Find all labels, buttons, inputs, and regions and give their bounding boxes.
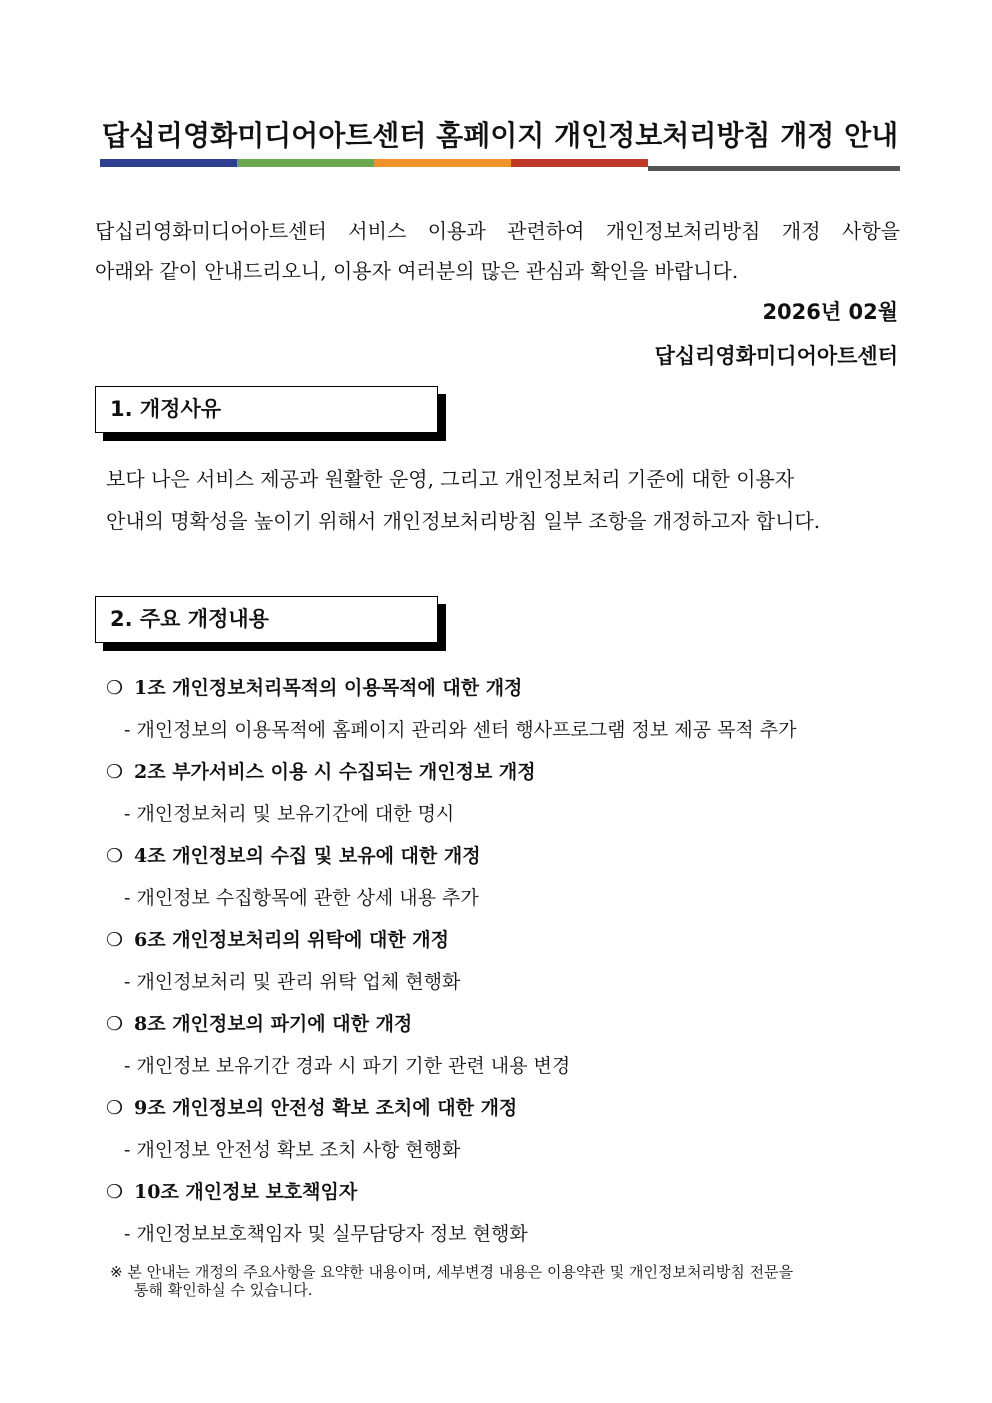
rule-segment-1: [100, 159, 237, 167]
item-5-detail: - 개인정보 보유기간 경과 시 파기 기한 관련 내용 변경: [124, 1055, 571, 1077]
item-2-detail: - 개인정보처리 및 보유기간에 대한 명시: [124, 803, 455, 825]
circle-bullet-icon: ❍: [106, 1097, 124, 1119]
section-2-heading: 2. 주요 개정내용: [95, 596, 438, 643]
section-1-heading: 1. 개정사유: [95, 386, 438, 433]
reason-line-1: 보다 나은 서비스 제공과 원활한 운영, 그리고 개인정보처리 기준에 대한 이용자: [106, 467, 795, 491]
item-title-text: 8조 개인정보의 파기에 대한 개정: [134, 1013, 413, 1035]
rule-segment-2: [237, 159, 374, 167]
item-6-detail: - 개인정보 안전성 확보 조치 사항 현행화: [124, 1139, 461, 1161]
circle-bullet-icon: ❍: [106, 761, 124, 783]
item-1-title: [106, 673, 522, 700]
item-title-text: 10조 개인정보 보호책임자: [134, 1181, 358, 1203]
organization-name: 답십리영화미디어아트센터: [654, 344, 898, 368]
footnote-line-2: 통해 확인하실 수 있습니다.: [134, 1281, 313, 1299]
item-2-title: [106, 757, 536, 784]
item-title-text: 2조 부가서비스 이용 시 수집되는 개인정보 개정: [134, 761, 536, 783]
circle-bullet-icon: ❍: [106, 1181, 124, 1203]
item-7-detail: - 개인정보보호책임자 및 실무담당자 정보 현행화: [124, 1223, 528, 1245]
item-7-title: [106, 1177, 357, 1204]
item-1-detail: - 개인정보의 이용목적에 홈페이지 관리와 센터 행사프로그램 정보 제공 목적 추가: [124, 719, 797, 741]
rule-segment-5: [648, 166, 900, 171]
circle-bullet-icon: ❍: [106, 1013, 124, 1035]
circle-bullet-icon: ❍: [106, 677, 124, 699]
intro-line-1: 답십리영화미디어아트센터 서비스 이용과 관련하여 개인정보처리방침 개정 사항을: [95, 219, 900, 243]
circle-bullet-icon: ❍: [106, 845, 124, 867]
item-5-title: [106, 1009, 412, 1036]
title-underline: [100, 159, 900, 171]
notice-date: 2026년 02월: [762, 300, 898, 324]
item-title-text: 9조 개인정보의 안전성 확보 조치에 대한 개정: [134, 1097, 518, 1119]
rule-segment-4: [511, 159, 648, 167]
circle-bullet-icon: ❍: [106, 929, 124, 951]
item-title-text: 4조 개인정보의 수집 및 보유에 대한 개정: [134, 845, 481, 867]
item-4-title: [106, 925, 449, 952]
reason-line-2: 안내의 명확성을 높이기 위해서 개인정보처리방침 일부 조항을 개정하고자 합니다.: [106, 509, 821, 533]
item-6-title: [106, 1093, 517, 1120]
item-3-title: [106, 841, 481, 868]
item-title-text: 6조 개인정보처리의 위탁에 대한 개정: [134, 929, 449, 951]
item-title-text: 1조 개인정보처리목적의 이용목적에 대한 개정: [134, 677, 523, 699]
item-3-detail: - 개인정보 수집항목에 관한 상세 내용 추가: [124, 887, 479, 909]
intro-line-2: 아래와 같이 안내드리오니, 이용자 여러분의 많은 관심과 확인을 바랍니다.: [95, 259, 739, 283]
footnote-line-1: ※ 본 안내는 개정의 주요사항을 요약한 내용이며, 세부변경 내용은 이용약관 및 개인정보처리방침 전문을: [110, 1263, 794, 1281]
page-title: 답십리영화미디어아트센터 홈페이지 개인정보처리방침 개정 안내: [101, 119, 899, 152]
item-4-detail: - 개인정보처리 및 관리 위탁 업체 현행화: [124, 971, 461, 993]
rule-segment-3: [374, 159, 511, 167]
